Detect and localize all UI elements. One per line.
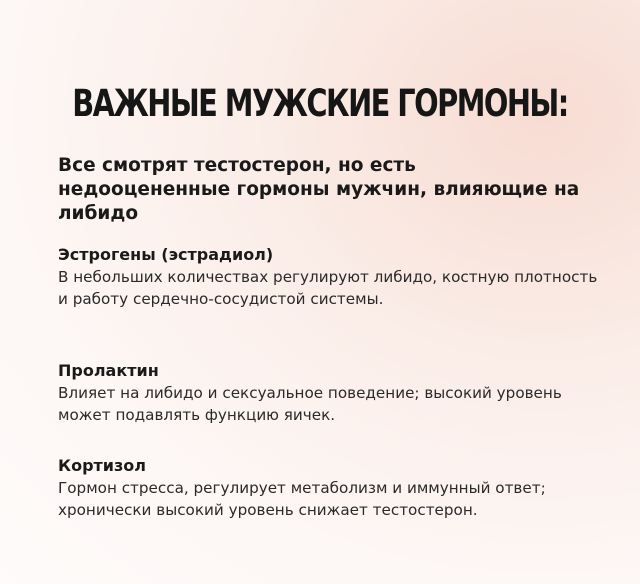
hormone-description: В небольших количествах регулируют либидо, костную плотность и работу сердечно-сосудистой системы. [58, 268, 598, 308]
hormone-section-prolactin [58, 360, 598, 426]
lead-text: Все смотрят тестостерон, но есть недооцененные гормоны мужчин, влияющие на либидо [58, 155, 580, 224]
hormone-section-cortisol [58, 455, 598, 521]
hormone-description: Гормон стресса, регулирует метаболизм и иммунный ответ; хронически высокий уровень снижает тестостерон. [58, 479, 546, 519]
hormone-name: Пролактин [58, 361, 159, 380]
hormone-section-estrogens [58, 244, 598, 310]
hormone-name: Кортизол [58, 456, 147, 475]
hormone-description: Влияет на либидо и сексуальное поведение; высокий уровень может подавлять функцию яичек. [58, 384, 562, 424]
hormone-name: Эстрогены (эстрадиол) [58, 245, 274, 264]
page-title: ВАЖНЫЕ МУЖСКИЕ ГОРМОНЫ: [72, 82, 568, 125]
